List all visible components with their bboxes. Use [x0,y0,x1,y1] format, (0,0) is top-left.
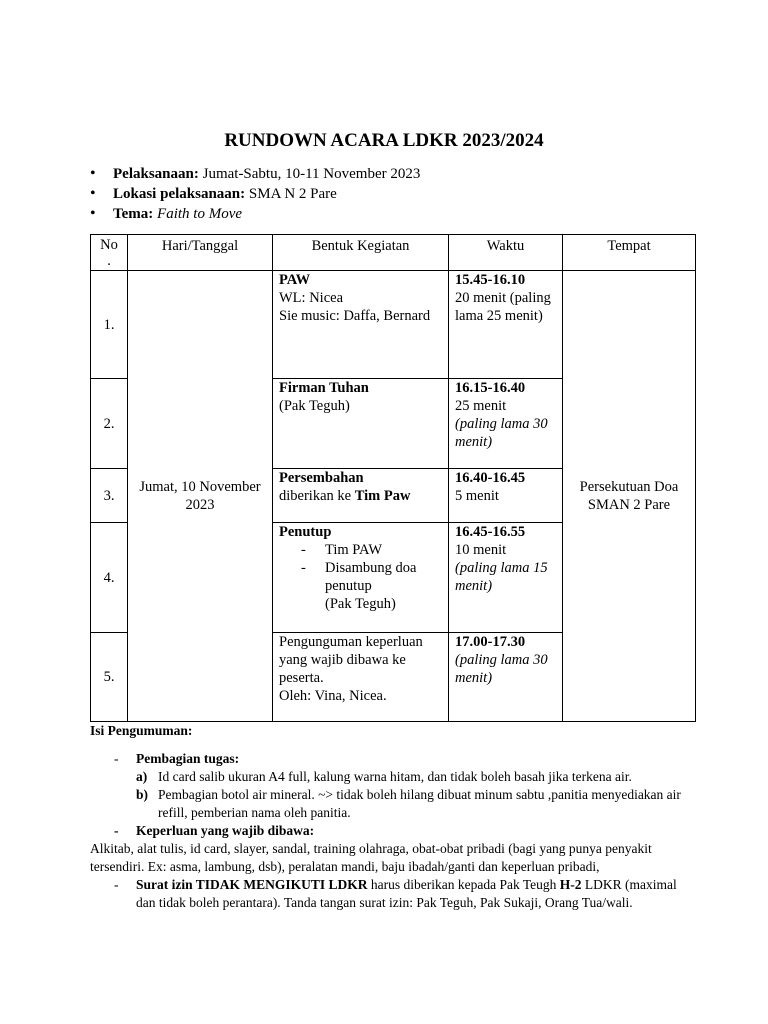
time-cell [449,633,563,722]
announcements-heading: Isi Pengumuman: [90,723,193,738]
activity-cell [273,633,449,722]
info-label: Tema: [113,206,154,222]
row-number: 5. [91,633,128,722]
activity-title: Penutup [279,524,332,540]
time-range: 16.45-16.55 [455,524,526,540]
announcements-section [90,722,690,912]
permit-note: - Surat izin TIDAK MENGIKUTI LDKR harus diberikan kepada Pak Teugh H-2 LDKR (maximal dan tidak boleh perantara). Tanda tangan surat izin: Pak Teguh, Pak Sukaji, Orang Tua/wali. [114,877,677,910]
activity-title: Firman Tuhan [279,380,369,396]
header-time: Waktu [449,235,563,271]
time-cell [449,271,563,379]
time-duration: 10 menit [455,542,507,558]
time-duration: 25 menit [455,398,507,414]
info-value: SMA N 2 Pare [248,186,337,202]
time-cell [449,379,563,469]
activity-cell [273,379,449,469]
activity-line: Oleh: Vina, Nicea. [279,688,387,704]
table-header-row [91,235,696,271]
sub-item: - Disambung doa penutup (Pak Teguh) [301,560,417,612]
rundown-table [90,234,696,722]
info-item-theme [90,204,690,224]
activity-cell [273,271,449,379]
header-day: Hari/Tanggal [128,235,273,271]
event-info-list [90,164,690,224]
row-number: 3. [91,469,128,523]
activity-line: WL: Nicea [279,290,344,306]
header-no: No . [91,235,128,271]
activity-title: PAW [279,272,311,288]
items-heading: - Keperluan yang wajib dibawa: [114,823,315,838]
info-value: Jumat-Sabtu, 10-11 November 2023 [202,166,421,182]
activity-line [279,487,442,505]
info-label: Pelaksanaan: [113,166,199,182]
items-text: Alkitab, alat tulis, id card, slayer, sandal, training olahraga, obat-obat pribadi (bagi yang punya penyakit tersendiri. Ex: asma, lambung, dsb), peralatan mandi, baju ibadah/ganti dan keperluan pribadi, [90,841,652,874]
info-value: Faith to Move [157,206,243,222]
time-note: (paling lama 30 menit) [455,652,548,686]
activity-line: Sie music: Daffa, Bernard [279,308,431,324]
row-number: 1. [91,271,128,379]
info-label: Lokasi pelaksanaan: [113,186,246,202]
time-note: (paling lama 30 menit) [455,416,548,450]
time-duration: 5 menit [455,488,499,504]
day-cell: Jumat, 10 November 2023 [128,271,273,722]
tasks-heading: - Pembagian tugas: [114,751,240,766]
task-item: a) Id card salib ukuran A4 full, kalung warna hitam, dan tidak boleh basah jika terkena air. [136,769,632,784]
activity-text: Pengunguman keperluan yang wajib dibawa ke peserta. [279,634,423,686]
time-note: (paling lama 15 menit) [455,560,548,594]
activity-prefix: diberikan ke [279,488,355,504]
activity-title: Persembahan [279,470,364,486]
info-item-location [90,184,690,204]
time-range: 16.15-16.40 [455,380,526,396]
row-number: 4. [91,523,128,633]
time-range: 16.40-16.45 [455,470,526,486]
task-item: b) Pembagian botol air mineral. ~> tidak boleh hilang dibuat minum sabtu ,panitia menyediakan air refill, pemberian nama oleh panitia. [136,787,681,820]
table-row [91,271,696,379]
time-cell [449,469,563,523]
time-duration: 20 menit (paling lama 25 menit) [455,290,551,324]
sub-item: - Tim PAW [301,542,383,558]
time-cell [449,523,563,633]
time-range: 15.45-16.10 [455,272,526,288]
activity-cell [273,523,449,633]
page-title: RUNDOWN ACARA LDKR 2023/2024 [224,130,544,151]
activity-recipient: Tim Paw [354,488,411,504]
place-cell: Persekutuan Doa SMAN 2 Pare [563,271,696,722]
header-place: Tempat [563,235,696,271]
info-item-schedule [90,164,690,184]
header-activity: Bentuk Kegiatan [273,235,449,271]
time-range: 17.00-17.30 [455,634,526,650]
row-number: 2. [91,379,128,469]
activity-cell [273,469,449,523]
activity-line: (Pak Teguh) [279,398,350,414]
